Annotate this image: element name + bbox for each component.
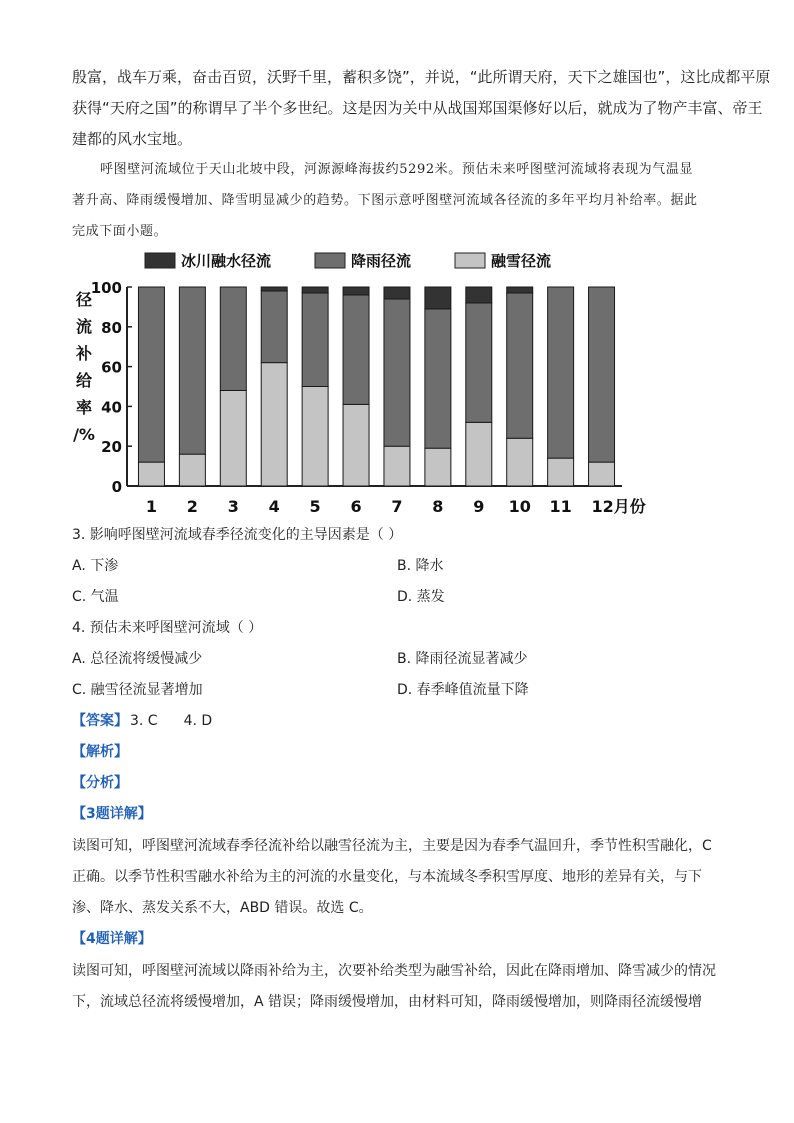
q3-option-d[interactable]: D. 蒸发	[397, 589, 445, 605]
bar-segment	[589, 287, 615, 462]
bar-segment	[466, 287, 492, 303]
q3-option-b[interactable]: B. 降水	[397, 558, 444, 574]
bar-segment	[261, 287, 287, 291]
y-axis-label-char: 给	[75, 371, 93, 390]
x-tick-label: 12月份	[591, 497, 646, 516]
bar-segment	[589, 462, 615, 486]
x-tick-label: 4	[268, 497, 280, 516]
q4-detail-line: 读图可知，呼图壁河流域以降雨补给为主，次要补给类型为融雪补给，因此在降雨增加、降雪减少的情况	[72, 963, 716, 979]
legend-swatch	[145, 253, 175, 268]
answer-label: 【答案】	[72, 713, 128, 729]
fenxi-label: 【分析】	[72, 775, 128, 791]
bar-segment	[220, 390, 246, 486]
bar-segment	[343, 295, 369, 404]
y-tick-label: 100	[90, 279, 122, 297]
answer-4: 4. D	[183, 713, 213, 729]
bar-segment	[466, 422, 492, 486]
q4-detail-label: 【4题详解】	[72, 931, 152, 947]
x-tick-label: 2	[186, 497, 198, 516]
q4-option-a[interactable]: A. 总径流将缓慢减少	[72, 651, 203, 667]
y-axis-label-char: 径	[75, 290, 93, 309]
x-tick-label: 3	[227, 497, 239, 516]
material-line: 完成下面小题。	[72, 224, 168, 239]
y-tick-label: 60	[101, 358, 122, 377]
bar-segment	[179, 454, 205, 486]
x-tick-label: 11	[549, 497, 572, 516]
q4-detail-line: 下，流域总径流将缓慢增加，A 错误；降雨缓慢增加，由材料可知，降雨缓慢增加，则降雨径流缓慢增	[72, 994, 703, 1010]
x-tick-label: 9	[473, 497, 485, 516]
y-tick-label: 40	[101, 398, 122, 417]
bar-segment	[548, 458, 574, 486]
answer-line	[72, 711, 238, 731]
x-tick-label: 8	[432, 497, 444, 516]
y-axis-label-char: /%	[73, 425, 95, 444]
q3-option-c[interactable]: C. 气温	[72, 589, 119, 605]
material-line: 著升高、降雨缓慢增加、降雪明显减少的趋势。下图示意呼图壁河流域各径流的多年平均月补给率。据此	[72, 193, 698, 208]
q3-detail-line: 正确。以季节性积雪融水补给为主的河流的水量变化，与本流域冬季积雪厚度、地形的差异有关，与下	[72, 869, 702, 885]
y-axis-label-char: 补	[75, 344, 93, 363]
legend-label: 冰川融水径流	[181, 252, 272, 270]
x-tick-label: 1	[145, 497, 158, 516]
bar-segment	[425, 287, 451, 309]
bar-segment	[425, 448, 451, 486]
bar-segment	[507, 287, 533, 293]
bar-segment	[220, 287, 246, 390]
q4-option-c[interactable]: C. 融雪径流显著增加	[72, 682, 203, 698]
bar-segment	[507, 438, 533, 486]
q3-detail-label: 【3题详解】	[72, 806, 152, 822]
bar-segment	[548, 287, 574, 458]
bar-segment	[384, 299, 410, 446]
bar-segment	[302, 287, 328, 293]
intro-line: 获得“天府之国”的称谓早了半个多世纪。这是因为关中从战国郑国渠修好以后，就成为了物产丰富、帝王	[72, 99, 763, 117]
y-tick-label: 80	[101, 318, 122, 337]
y-tick-label: 20	[101, 438, 122, 457]
bar-segment	[507, 293, 533, 438]
intro-line: 殷富，战车万乘，奋击百贸，沃野千里，蓄积多饶”，并说，“此所谓天府，天下之雄国也”，这比成都平原	[72, 68, 771, 86]
intro-line: 建都的风水宝地。	[72, 130, 193, 148]
bar-segment	[302, 387, 328, 487]
answer-3: 3. C	[130, 713, 158, 729]
bar-segment	[138, 462, 164, 486]
x-tick-label: 5	[309, 497, 321, 516]
legend-swatch	[455, 253, 485, 268]
material-line: 呼图壁河流域位于天山北坡中段，河源源峰海拔约5292米。预估未来呼图壁河流域将表现为气温显	[100, 162, 694, 177]
y-tick-label: 0	[111, 478, 122, 496]
q3-detail-line: 读图可知，呼图壁河流域春季径流补给以融雪径流为主，主要是因为春季气温回升，季节性积雪融化，C	[72, 838, 712, 854]
analysis-label: 【解析】	[72, 744, 128, 760]
bar-segment	[343, 404, 369, 486]
bar-segment	[138, 287, 164, 462]
bar-segment	[425, 309, 451, 448]
question-4-stem: 4. 预估未来呼图壁河流域（ ）	[72, 620, 263, 636]
bar-segment	[343, 287, 369, 295]
q4-option-b[interactable]: B. 降雨径流显著减少	[397, 651, 528, 667]
q3-detail-line: 渗、降水、蒸发关系不大，ABD 错误。故选 C。	[72, 900, 373, 916]
runoff-supply-chart	[70, 245, 646, 520]
q4-option-d[interactable]: D. 春季峰值流量下降	[397, 682, 529, 698]
question-3-stem: 3. 影响呼图壁河流域春季径流变化的主导因素是（ ）	[72, 527, 403, 543]
q3-option-a[interactable]: A. 下渗	[72, 558, 119, 574]
bar-segment	[384, 287, 410, 299]
bar-segment	[261, 363, 287, 486]
legend-label: 融雪径流	[491, 252, 552, 270]
y-axis-label-char: 流	[75, 317, 93, 336]
legend-swatch	[315, 253, 345, 268]
x-tick-label: 10	[508, 497, 531, 516]
bar-segment	[466, 303, 492, 422]
x-tick-label: 7	[391, 497, 403, 516]
y-axis-label-char: 率	[75, 398, 93, 417]
bar-segment	[302, 293, 328, 387]
bar-segment	[179, 287, 205, 454]
legend-label: 降雨径流	[351, 252, 412, 270]
x-tick-label: 6	[350, 497, 362, 516]
bar-segment	[261, 291, 287, 363]
bar-segment	[384, 446, 410, 486]
